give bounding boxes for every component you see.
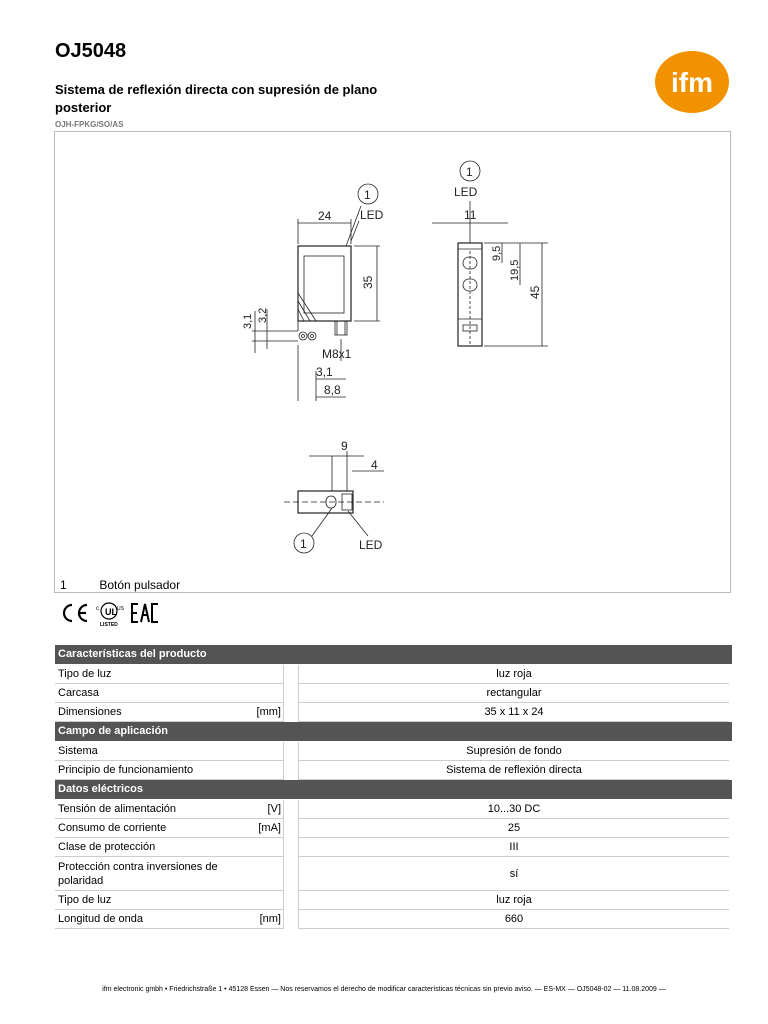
table-row <box>55 857 732 891</box>
row-label: Clase de protección <box>55 838 246 857</box>
row-value: Supresión de fondo <box>298 742 729 761</box>
table-row <box>55 665 732 684</box>
svg-text:M8x1: M8x1 <box>322 347 352 361</box>
row-gap <box>284 742 298 761</box>
svg-text:LISTED: LISTED <box>100 622 118 628</box>
svg-text:UL: UL <box>105 607 117 617</box>
row-value: 10...30 DC <box>298 800 729 819</box>
row-gap <box>284 665 298 684</box>
svg-text:3,2: 3,2 <box>257 307 269 323</box>
svg-text:24: 24 <box>318 209 332 223</box>
row-gap <box>284 703 298 722</box>
svg-text:LED: LED <box>359 538 383 552</box>
spec-table <box>55 645 732 929</box>
svg-text:19,5: 19,5 <box>509 259 521 281</box>
top-view <box>284 439 384 553</box>
table-row <box>55 819 732 838</box>
section-header: Características del producto <box>55 645 732 664</box>
row-gap <box>284 838 298 857</box>
row-unit <box>246 838 284 857</box>
section-header: Campo de aplicación <box>55 722 732 741</box>
row-label: Longitud de onda <box>55 910 246 929</box>
row-label: Dimensiones <box>55 703 246 722</box>
row-label: Consumo de corriente <box>55 819 246 838</box>
table-row <box>55 703 732 722</box>
row-gap <box>284 800 298 819</box>
row-gap <box>284 891 298 910</box>
row-unit: [mm] <box>246 703 284 722</box>
row-label: Tipo de luz <box>55 891 246 910</box>
product-code: OJH-FPKG/SO/AS <box>55 120 124 129</box>
row-value: III <box>298 838 729 857</box>
row-label: Tipo de luz <box>55 665 246 684</box>
ce-mark-icon <box>64 605 87 621</box>
row-gap <box>284 761 298 780</box>
row-gap <box>284 910 298 929</box>
row-unit <box>246 857 284 891</box>
row-unit: [V] <box>246 800 284 819</box>
logo-text: ifm <box>671 67 713 98</box>
row-unit <box>246 891 284 910</box>
svg-text:9,5: 9,5 <box>491 245 503 261</box>
drawing-legend <box>60 578 180 592</box>
row-unit <box>246 761 284 780</box>
svg-text:1: 1 <box>300 537 307 551</box>
ul-listed-icon <box>96 603 125 628</box>
svg-text:1: 1 <box>466 165 473 179</box>
svg-text:4: 4 <box>371 458 378 472</box>
row-unit: [nm] <box>246 910 284 929</box>
svg-text:8,8: 8,8 <box>324 383 341 397</box>
row-unit: [mA] <box>246 819 284 838</box>
row-value: Sistema de reflexión directa <box>298 761 729 780</box>
svg-text:US: US <box>117 606 124 612</box>
certification-marks <box>60 600 170 628</box>
table-row <box>55 742 732 761</box>
table-row <box>55 761 732 780</box>
row-gap <box>284 819 298 838</box>
legend-number: 1 <box>60 578 67 592</box>
product-title: OJ5048 <box>55 40 127 62</box>
svg-text:LED: LED <box>454 185 478 199</box>
svg-text:3,1: 3,1 <box>316 365 333 379</box>
front-view <box>242 184 384 401</box>
svg-text:45: 45 <box>528 285 542 299</box>
row-value: luz roja <box>298 891 729 910</box>
row-gap <box>284 857 298 891</box>
table-row <box>55 684 732 703</box>
eac-mark-icon <box>132 604 158 622</box>
svg-text:3,1: 3,1 <box>242 313 254 329</box>
row-gap <box>284 684 298 703</box>
row-unit <box>246 742 284 761</box>
svg-text:35: 35 <box>361 275 375 289</box>
product-subtitle: Sistema de reflexión directa con supresión de plano posterior <box>55 82 378 115</box>
svg-text:11: 11 <box>464 208 477 222</box>
svg-text:LED: LED <box>360 208 384 222</box>
row-unit <box>246 684 284 703</box>
table-row <box>55 800 732 819</box>
row-value: rectangular <box>298 684 729 703</box>
row-label: Sistema <box>55 742 246 761</box>
row-value: sí <box>298 857 729 891</box>
table-row <box>55 910 732 929</box>
svg-text:9: 9 <box>341 439 348 453</box>
row-value: luz roja <box>298 665 729 684</box>
section-header: Datos eléctricos <box>55 780 732 799</box>
legend-text: Botón pulsador <box>99 578 181 592</box>
row-label: Principio de funcionamiento <box>55 761 246 780</box>
row-unit <box>246 665 284 684</box>
table-row <box>55 838 732 857</box>
side-view <box>432 161 548 346</box>
row-label: Tensión de alimentación <box>55 800 246 819</box>
row-label: Protección contra inversiones de polaridad <box>55 857 246 891</box>
svg-text:1: 1 <box>364 188 371 202</box>
row-label: Carcasa <box>55 684 246 703</box>
row-value: 25 <box>298 819 729 838</box>
svg-text:c: c <box>96 606 99 612</box>
row-value: 35 x 11 x 24 <box>298 703 729 722</box>
table-row <box>55 891 732 910</box>
dimension-drawing <box>54 131 731 593</box>
row-value: 660 <box>298 910 729 929</box>
page-footer: ifm electronic gmbh • Friedrichstraße 1 • 45128 Essen — Nos reservamos el derecho de modificar características técnicas sin previo aviso. — ES-MX — OJ5048-02 — 11.08.2009 — <box>102 986 666 993</box>
ifm-logo <box>654 50 730 114</box>
